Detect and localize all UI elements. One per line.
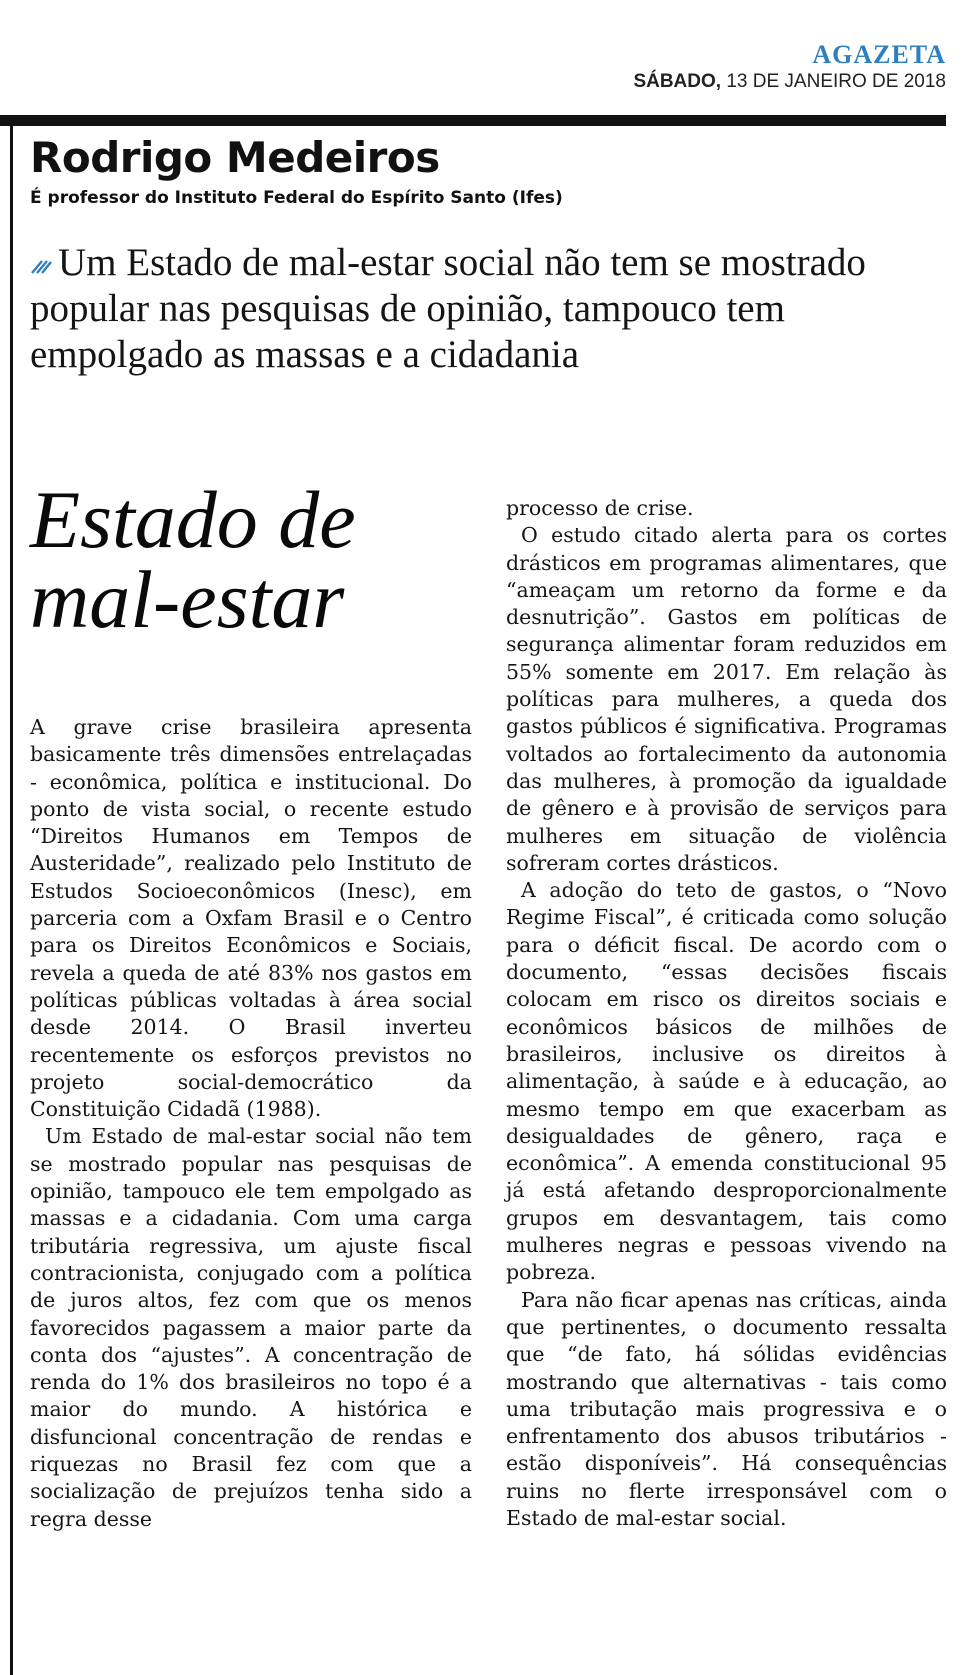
author-name: Rodrigo Medeiros <box>30 133 440 182</box>
dateline <box>633 70 946 94</box>
author-bio: É professor do Instituto Federal do Espírito Santo (Ifes) <box>30 188 563 208</box>
weekday: SÁBADO, <box>633 71 722 92</box>
article-column-right <box>506 495 947 1532</box>
headline-line-2: mal-estar <box>30 554 345 645</box>
date: 13 DE JANEIRO DE 2018 <box>726 71 946 92</box>
top-rule <box>0 115 946 126</box>
paragraph: A grave crise brasileira apresenta basicamente três dimensões entrelaçadas - econômica, política e institucional. Do ponto de vista social, o recente estudo “Direitos Humanos em Tempos de Austeridade”, realizado pelo Instituto de Estudos Socioeconômicos (Inesc), em parceria com a Oxfam Brasil e o Centro para os Direitos Econômicos e Sociais, revela a queda de até 83% nos gastos em políticas públicas voltadas à área social desde 2014. O Brasil inverteu recentemente os esforços previstos no projeto social-democrático da Constituição Cidadã (1988). <box>30 715 472 1122</box>
paragraph: Um Estado de mal-estar social não tem se mostrado popular nas pesquisas de opinião, tampouco ele tem empolgado as massas e a cidadania. Com uma carga tributária regressiva, um ajuste fiscal contracionista, conjugado com a política de juros altos, fez com que os menos favorecidos pagassem a maior parte da conta dos “ajustes”. A concentração de renda do 1% dos brasileiros no topo é a maior do mundo. A histórica e disfuncional concentração de rendas e riquezas no Brasil fez com que a socialização de prejuízos tenha sido a regra desse <box>30 1124 472 1531</box>
article-column-left <box>30 714 472 1533</box>
paragraph: O estudo citado alerta para os cortes drásticos em programas alimentares, que “ameaçam um retorno da forme e da desnutrição”. Gastos em políticas de segurança alimentar foram reduzidos em 55% somente em 2017. Em relação às políticas para mulheres, a queda dos gastos públicos é significativa. Programas voltados ao fortalecimento da autonomia das mulheres, à promoção da igualdade de gênero e à provisão de serviços para mulheres em situação de violência sofreram cortes drásticos. <box>506 523 947 875</box>
quote-mark-icon <box>30 240 52 286</box>
masthead <box>633 40 946 94</box>
paragraph: Para não ficar apenas nas críticas, ainda que pertinentes, o documento ressalta que “de fato, há sólidas evidências mostrando que alternativas - tais como uma tributação mais progressiva e o enfrentamento dos abusos tributários - estão disponíveis”. Há consequências ruins no flerte irresponsável com o Estado de mal-estar social. <box>506 1287 947 1530</box>
side-rule <box>10 126 13 1675</box>
pull-quote <box>30 240 930 378</box>
headline-line-1: Estado de <box>30 474 356 565</box>
headline <box>30 474 356 645</box>
pull-quote-text: Um Estado de mal-estar social não tem se mostrado popular nas pesquisas de opinião, tampouco tem empolgado as massas e a cidadania <box>30 241 866 376</box>
paragraph: A adoção do teto de gastos, o “Novo Regime Fiscal”, é criticada como solução para o déficit fiscal. De acordo com o documento, “essas decisões fiscais colocam em risco os direitos sociais e econômicos básicos de milhões de brasileiros, inclusive os direitos à alimentação, à saúde e à educação, ao mesmo tempo em que exacerbam as desigualdades de gênero, raça e econômica”. A emenda constitucional 95 já está afetando desproporcionalmente grupos em desvantagem, tais como mulheres negras e pessoas vivendo na pobreza. <box>506 878 947 1285</box>
paragraph: processo de crise. <box>506 496 694 520</box>
newspaper-logo: AGAZETA <box>812 40 946 69</box>
